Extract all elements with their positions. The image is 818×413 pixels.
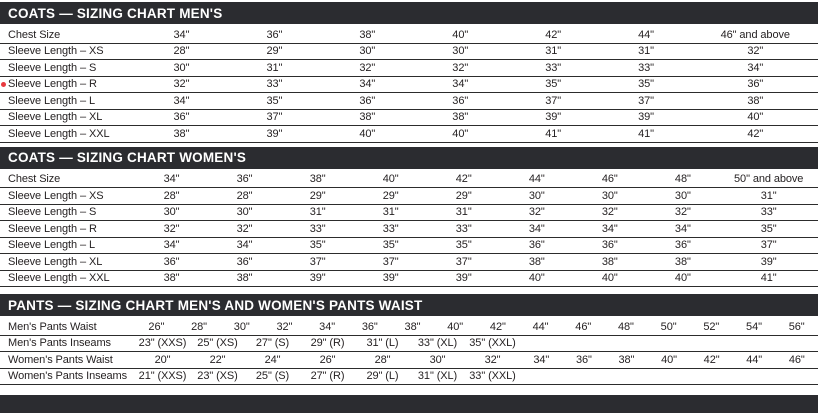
size-cell: 52"	[703, 320, 720, 333]
size-cell: 33"	[266, 78, 283, 91]
row-label: Sleeve Length – R	[8, 78, 97, 91]
size-cell: 39"	[545, 111, 562, 124]
table-row	[0, 319, 818, 336]
row-cells	[135, 190, 818, 202]
table-row	[0, 77, 818, 94]
size-cell: 39"	[760, 255, 777, 268]
size-cell: 31"	[545, 45, 562, 58]
size-cell: 30"	[236, 206, 253, 219]
size-cell: 34"	[173, 28, 190, 41]
size-cell: 33"	[309, 222, 326, 235]
size-cell: 35"	[382, 239, 399, 252]
row-label: Sleeve Length – S	[8, 61, 97, 74]
size-cell: 38"	[236, 272, 253, 285]
size-cell: 36"	[359, 94, 376, 107]
row-label: Chest Size	[8, 28, 61, 41]
row-cells	[135, 206, 818, 218]
row-label: Men's Pants Waist	[8, 320, 97, 333]
size-cell: 33" (XL)	[417, 337, 458, 350]
row-label: Sleeve Length – XL	[8, 255, 103, 268]
size-cell: 44"	[638, 28, 654, 41]
size-cell: 31"	[455, 206, 472, 219]
size-cell: 42"	[545, 28, 562, 41]
size-cell: 36"	[601, 239, 618, 252]
size-cell: 48"	[617, 320, 634, 333]
size-cell: 39"	[382, 272, 399, 285]
size-cell: 28"	[163, 189, 180, 202]
mens-coats-rows	[0, 27, 818, 143]
mens-coats-title: COATS — SIZING CHART MEN'S	[8, 5, 223, 21]
size-cell: 35"	[545, 78, 562, 91]
size-cell: 29"	[382, 189, 399, 202]
size-cell: 31"	[760, 189, 777, 202]
row-label: Sleeve Length – L	[8, 239, 95, 252]
size-cell: 38"	[163, 272, 180, 285]
size-cell: 32"	[528, 206, 545, 219]
size-cell: 24"	[264, 353, 281, 366]
mens-coats-header-bar	[0, 2, 818, 24]
size-cell: 38"	[618, 353, 635, 366]
size-cell: 38"	[747, 94, 764, 107]
size-cell: 46"	[788, 353, 805, 366]
row-cells	[135, 78, 818, 90]
size-cell: 26"	[319, 353, 336, 366]
table-row	[0, 238, 818, 255]
size-cell: 39"	[266, 127, 283, 140]
size-cell: 40"	[452, 127, 469, 140]
table-row	[0, 60, 818, 77]
size-cell: 40"	[601, 272, 618, 285]
size-cell: 26"	[148, 320, 165, 333]
size-cell: 30"	[601, 189, 618, 202]
size-cell: 36"	[674, 239, 691, 252]
pants-table	[0, 294, 818, 385]
size-cell: 29"	[309, 189, 326, 202]
size-cell: 30"	[173, 61, 190, 74]
row-cells	[135, 95, 818, 107]
row-cells	[135, 239, 818, 251]
size-cell: 38"	[452, 111, 469, 124]
size-cell: 36"	[747, 78, 764, 91]
row-cells	[135, 354, 818, 366]
size-cell: 35"	[266, 94, 283, 107]
womens-coats-rows	[0, 172, 818, 288]
size-cell: 35" (XXL)	[469, 337, 516, 350]
size-cell: 46"	[575, 320, 592, 333]
size-cell: 28"	[191, 320, 207, 333]
size-cell: 42"	[703, 353, 720, 366]
size-cell: 34"	[601, 222, 618, 235]
size-cell: 33"	[382, 222, 399, 235]
red-bullet-icon	[1, 82, 6, 87]
size-cell: 44"	[746, 353, 763, 366]
size-cell: 41"	[545, 127, 562, 140]
size-cell: 38"	[674, 255, 691, 268]
size-cell: 32"	[276, 320, 293, 333]
size-cell: 34"	[452, 78, 469, 91]
size-cell: 34"	[319, 320, 336, 333]
pants-rows	[0, 319, 818, 385]
size-cell: 36"	[163, 255, 180, 268]
row-cells	[135, 337, 520, 349]
size-cell: 27" (S)	[255, 337, 290, 350]
size-cell: 46" and above	[720, 28, 790, 41]
row-label: Men's Pants Inseams	[8, 337, 111, 350]
size-cell: 50"	[660, 320, 677, 333]
size-cell: 40"	[674, 272, 691, 285]
row-cells	[135, 321, 818, 333]
size-cell: 54"	[746, 320, 762, 333]
pants-header-bar	[0, 294, 818, 316]
size-cell: 30"	[429, 353, 446, 366]
size-cell: 33"	[545, 61, 562, 74]
pants-title: PANTS — SIZING CHART MEN'S AND WOMEN'S PANTS WAIST	[8, 297, 423, 313]
size-cell: 40"	[528, 272, 545, 285]
row-cells	[135, 223, 818, 235]
size-cell: 39"	[638, 111, 654, 124]
size-cell: 40"	[359, 127, 376, 140]
size-cell: 39"	[309, 272, 326, 285]
table-row	[0, 27, 818, 44]
size-cell: 50" and above	[734, 173, 804, 186]
size-cell: 36"	[575, 353, 592, 366]
size-cell: 31" (L)	[366, 337, 399, 350]
size-cell: 29"	[266, 45, 283, 58]
size-cell: 38"	[359, 111, 376, 124]
size-cell: 44"	[528, 173, 545, 186]
size-cell: 28"	[374, 353, 391, 366]
row-cells	[135, 111, 818, 123]
row-cells	[135, 370, 520, 382]
size-cell: 31"	[266, 61, 283, 74]
size-cell: 23" (XS)	[197, 370, 238, 383]
size-cell: 30"	[674, 189, 691, 202]
size-cell: 31" (XL)	[417, 370, 458, 383]
size-cell: 23" (XXS)	[138, 337, 187, 350]
size-cell: 36"	[361, 320, 378, 333]
table-row	[0, 188, 818, 205]
size-cell: 40"	[452, 28, 469, 41]
size-cell: 28"	[173, 45, 190, 58]
row-label: Sleeve Length – XXL	[8, 127, 110, 140]
size-cell: 30"	[528, 189, 545, 202]
size-cell: 29"	[455, 189, 472, 202]
size-cell: 38"	[309, 173, 326, 186]
size-cell: 30"	[163, 206, 180, 219]
table-row	[0, 352, 818, 369]
row-cells	[135, 45, 818, 57]
table-row	[0, 369, 818, 386]
row-cells	[135, 173, 818, 185]
table-row	[0, 93, 818, 110]
womens-coats-title: COATS — SIZING CHART WOMEN'S	[8, 150, 247, 165]
size-cell: 29" (R)	[310, 337, 345, 350]
size-cell: 32"	[601, 206, 618, 219]
next-section-bar-cutoff	[0, 395, 818, 413]
row-label: Sleeve Length – XS	[8, 189, 104, 202]
table-row	[0, 336, 818, 353]
row-label: Women's Pants Inseams	[8, 370, 128, 383]
size-cell: 36"	[266, 28, 283, 41]
size-cell: 33"	[638, 61, 654, 74]
size-cell: 36"	[173, 111, 190, 124]
size-cell: 38"	[601, 255, 618, 268]
row-label: Women's Pants Waist	[8, 353, 113, 366]
size-cell: 36"	[236, 173, 253, 186]
size-cell: 30"	[233, 320, 250, 333]
size-cell: 20"	[154, 353, 171, 366]
size-cell: 39"	[455, 272, 472, 285]
size-cell: 40"	[661, 353, 677, 366]
size-cell: 40"	[382, 173, 399, 186]
size-cell: 56"	[788, 320, 805, 333]
size-cell: 34"	[163, 173, 180, 186]
row-cells	[135, 62, 818, 74]
size-cell: 32"	[674, 206, 691, 219]
size-cell: 30"	[359, 45, 376, 58]
size-cell: 28"	[236, 189, 253, 202]
size-cell: 30"	[452, 45, 469, 58]
size-cell: 36"	[452, 94, 469, 107]
size-cell: 34"	[163, 239, 180, 252]
row-label: Chest Size	[8, 173, 61, 186]
size-cell: 32"	[747, 45, 764, 58]
table-row	[0, 271, 818, 288]
size-cell: 32"	[359, 61, 376, 74]
size-cell: 32"	[163, 222, 180, 235]
size-cell: 38"	[528, 255, 545, 268]
size-cell: 42"	[489, 320, 506, 333]
row-label: Sleeve Length – R	[8, 222, 97, 235]
row-cells	[135, 272, 818, 284]
size-cell: 37"	[309, 255, 326, 268]
row-label: Sleeve Length – S	[8, 206, 97, 219]
size-cell: 31"	[309, 206, 326, 219]
table-row	[0, 205, 818, 222]
table-row	[0, 254, 818, 271]
size-cell: 29" (L)	[366, 370, 399, 383]
table-row	[0, 172, 818, 189]
size-cell: 34"	[236, 239, 253, 252]
size-cell: 31"	[382, 206, 399, 219]
size-cell: 25" (S)	[255, 370, 290, 383]
size-cell: 34"	[533, 353, 550, 366]
size-cell: 32"	[484, 353, 501, 366]
size-cell: 32"	[173, 78, 190, 91]
row-label: Sleeve Length – L	[8, 94, 95, 107]
size-cell: 38"	[359, 28, 376, 41]
row-label: Sleeve Length – XXL	[8, 272, 110, 285]
size-cell: 35"	[638, 78, 654, 91]
size-cell: 34"	[747, 61, 764, 74]
size-cell: 37"	[760, 239, 777, 252]
size-cell: 32"	[452, 61, 469, 74]
size-cell: 34"	[528, 222, 545, 235]
size-cell: 34"	[173, 94, 190, 107]
size-cell: 46"	[601, 173, 618, 186]
row-cells	[135, 256, 818, 268]
size-cell: 37"	[266, 111, 283, 124]
size-cell: 35"	[455, 239, 472, 252]
womens-coats-table	[0, 147, 818, 288]
size-cell: 34"	[674, 222, 691, 235]
size-cell: 37"	[638, 94, 654, 107]
size-cell: 35"	[309, 239, 326, 252]
table-row	[0, 221, 818, 238]
mens-coats-table	[0, 2, 818, 143]
row-label: Sleeve Length – XS	[8, 45, 104, 58]
size-cell: 27" (R)	[310, 370, 345, 383]
size-cell: 37"	[545, 94, 562, 107]
size-cell: 35"	[760, 222, 777, 235]
size-cell: 25" (XS)	[197, 337, 238, 350]
size-cell: 36"	[236, 255, 253, 268]
size-cell: 41"	[638, 127, 654, 140]
size-cell: 41"	[760, 272, 777, 285]
size-cell: 31"	[638, 45, 654, 58]
table-row	[0, 126, 818, 143]
womens-coats-header-bar	[0, 147, 818, 169]
table-row	[0, 110, 818, 127]
size-cell: 48"	[674, 173, 691, 186]
size-cell: 33" (XXL)	[469, 370, 516, 383]
size-cell: 40"	[447, 320, 464, 333]
size-cell: 42"	[455, 173, 472, 186]
size-cell: 38"	[173, 127, 190, 140]
size-cell: 40"	[747, 111, 764, 124]
size-cell: 34"	[359, 78, 376, 91]
size-cell: 38"	[404, 320, 421, 333]
size-cell: 37"	[382, 255, 399, 268]
size-cell: 37"	[455, 255, 472, 268]
row-label: Sleeve Length – XL	[8, 111, 103, 124]
size-cell: 33"	[455, 222, 472, 235]
size-cell: 44"	[532, 320, 549, 333]
row-cells	[135, 128, 818, 140]
size-cell: 36"	[528, 239, 545, 252]
size-cell: 21" (XXS)	[138, 370, 187, 383]
row-cells	[135, 29, 818, 41]
size-cell: 32"	[236, 222, 253, 235]
size-cell: 22"	[209, 353, 226, 366]
size-cell: 33"	[760, 206, 777, 219]
table-row	[0, 44, 818, 61]
size-cell: 42"	[747, 127, 764, 140]
